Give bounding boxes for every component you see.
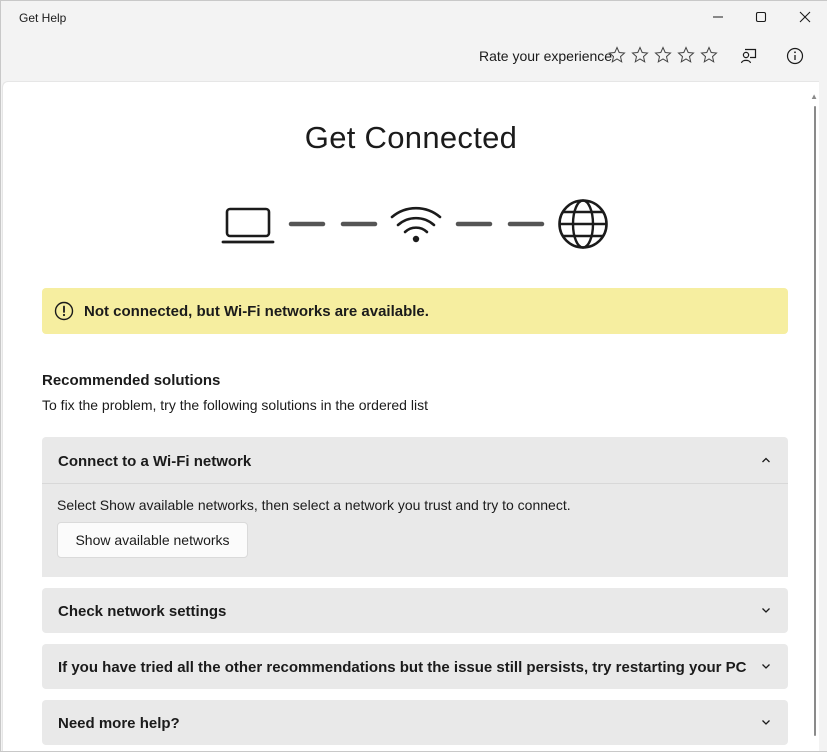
wifi-icon: [392, 208, 440, 242]
feedback-icon: [739, 46, 759, 66]
chevron-down-icon[interactable]: [758, 714, 774, 730]
rating-star-5[interactable]: [699, 44, 719, 66]
show-available-networks-button[interactable]: Show available networks: [57, 522, 248, 558]
minimize-button[interactable]: [698, 5, 738, 29]
toolbar: [1, 33, 827, 79]
main-content: [2, 81, 819, 752]
solution-connect-wifi: [42, 437, 788, 576]
maximize-icon: [755, 11, 767, 23]
scrollbar[interactable]: [811, 82, 819, 752]
solutions-heading: Recommended solutions: [42, 372, 221, 389]
chevron-down-icon[interactable]: [758, 658, 774, 674]
solution-description: Select Show available networks, then select a network you trust and try to connect.: [57, 497, 571, 513]
solutions-subtitle: To fix the problem, try the following solutions in the ordered list: [42, 397, 428, 413]
rating-star-4[interactable]: [676, 44, 696, 66]
solution-title: Check network settings: [58, 603, 227, 620]
solution-restart-pc[interactable]: [42, 644, 788, 689]
star-rating: [607, 44, 719, 66]
star-icon: [631, 46, 649, 64]
status-banner: [42, 288, 788, 334]
star-icon: [677, 46, 695, 64]
about-button[interactable]: [782, 43, 808, 69]
chevron-down-icon[interactable]: [758, 602, 774, 618]
scroll-up-arrow-icon[interactable]: ▲: [810, 92, 818, 101]
solution-title: Need more help?: [58, 715, 180, 732]
star-icon: [700, 46, 718, 64]
scroll-thumb[interactable]: [814, 106, 816, 736]
rating-star-2[interactable]: [630, 44, 650, 66]
rating-star-1[interactable]: [607, 44, 627, 66]
warning-circle-icon: [54, 301, 74, 321]
maximize-button[interactable]: [741, 5, 781, 29]
close-icon: [799, 11, 811, 23]
rating-star-3[interactable]: [653, 44, 673, 66]
info-icon: [785, 46, 805, 66]
status-text: Not connected, but Wi-Fi networks are available.: [84, 303, 429, 320]
title-bar: [1, 1, 827, 33]
globe-icon: [560, 201, 607, 248]
connection-diagram: [221, 195, 613, 255]
chevron-up-icon[interactable]: [758, 452, 774, 468]
laptop-icon: [223, 209, 273, 242]
minimize-icon: [712, 11, 724, 23]
solution-check-network-settings[interactable]: [42, 588, 788, 633]
page-title: Get Connected: [304, 120, 518, 155]
solution-title[interactable]: Connect to a Wi-Fi network: [58, 453, 252, 470]
rate-experience-label: Rate your experience: [479, 48, 613, 64]
solution-title: If you have tried all the other recommendations but the issue still persists, try restarting your PC: [58, 659, 747, 676]
app-title: Get Help: [19, 11, 67, 25]
star-icon: [654, 46, 672, 64]
star-icon: [608, 46, 626, 64]
solution-need-more-help[interactable]: [42, 700, 788, 745]
close-button[interactable]: [785, 5, 825, 29]
feedback-button[interactable]: [736, 43, 762, 69]
